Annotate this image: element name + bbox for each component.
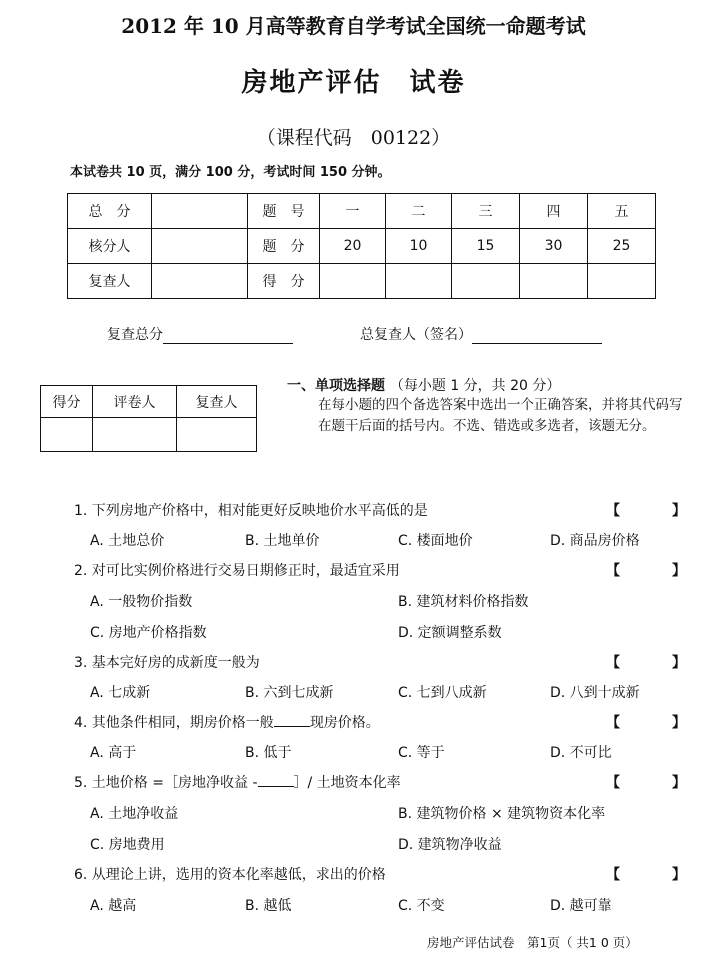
cell-label-score: 得 分: [248, 264, 320, 299]
cell-q4: 四: [520, 194, 588, 229]
question-2-option-d: D. 定额调整系数: [398, 625, 502, 641]
question-6-option-b: B. 越低: [245, 898, 292, 914]
question-3-stem: [74, 652, 684, 672]
question-text-part-2: ］/ 土地资本化率: [293, 775, 401, 791]
question-6-option-c: C. 不变: [398, 898, 445, 914]
question-text-part-1: 5. 土地价格 =［房地净收益 -: [74, 775, 258, 791]
question-5-option-d: D. 建筑物净收益: [398, 837, 502, 853]
question-text: 2. 对可比实例价格进行交易日期修正时，最适宜采用: [74, 563, 400, 579]
question-5-option-c: C. 房地费用: [90, 837, 165, 853]
chief-reviewer-line[interactable]: [472, 329, 602, 344]
grader-header-grader: 评卷人: [93, 386, 177, 418]
cell-label-points: 题 分: [248, 229, 320, 264]
cell-q5: 五: [588, 194, 656, 229]
grader-table: [40, 385, 257, 452]
score-row-2: [68, 229, 656, 264]
question-4-option-d: D. 不可比: [550, 745, 612, 761]
question-text: 1. 下列房地产价格中，相对能更好反映地价水平高低的是: [74, 503, 428, 519]
answer-bracket-left: 【: [606, 775, 620, 791]
cell-p3: 15: [452, 229, 520, 264]
cell-label-total: 总 分: [68, 194, 152, 229]
question-text: 6. 从理论上讲，选用的资本化率越低，求出的价格: [74, 867, 386, 883]
question-text: 3. 基本完好房的成新度一般为: [74, 655, 260, 671]
answer-bracket-left: 【: [606, 867, 620, 883]
answer-bracket-left: 【: [606, 503, 620, 519]
question-2-option-c: C. 房地产价格指数: [90, 625, 207, 641]
review-total-label: 复查总分: [107, 327, 163, 343]
review-total-field: [107, 324, 293, 344]
answer-bracket-right: 】: [672, 503, 686, 519]
answer-bracket-left: 【: [606, 563, 620, 579]
exam-info: 本试卷共 10 页，满分 100 分，考试时间 150 分钟。: [70, 165, 391, 180]
question-5-stem: [74, 772, 684, 792]
question-1-option-a: A. 土地总价: [90, 533, 165, 549]
cell-s3[interactable]: [452, 264, 520, 299]
answer-bracket-right: 】: [672, 775, 686, 791]
question-2-option-b: B. 建筑材料价格指数: [398, 594, 529, 610]
cell-s5[interactable]: [588, 264, 656, 299]
question-1-option-b: B. 土地单价: [245, 533, 320, 549]
grader-header-row: [41, 386, 257, 418]
grader-header-reviewer: 复查人: [177, 386, 257, 418]
section-note: （每小题 1 分，共 20 分）: [389, 378, 561, 394]
section-title: 一、单项选择题: [287, 378, 385, 394]
question-5-option-b: B. 建筑物价格 × 建筑物资本化率: [398, 806, 606, 822]
question-text-part-1: 4. 其他条件相同，期房价格一般: [74, 715, 274, 731]
cell-p5: 25: [588, 229, 656, 264]
question-1-option-c: C. 楼面地价: [398, 533, 473, 549]
question-6-option-a: A. 越高: [90, 898, 137, 914]
question-3-option-b: B. 六到七成新: [245, 685, 334, 701]
question-4-stem: [74, 712, 684, 732]
page-footer: 房地产评估试卷 第1页（ 共1 0 页）: [427, 935, 638, 950]
review-total-line[interactable]: [163, 329, 293, 344]
grader-score-cell[interactable]: [41, 418, 93, 452]
cell-q3: 三: [452, 194, 520, 229]
answer-bracket-right: 】: [672, 563, 686, 579]
grader-header-score: 得分: [41, 386, 93, 418]
question-1-option-d: D. 商品房价格: [550, 533, 640, 549]
cell-label-checker: 核分人: [68, 229, 152, 264]
question-4-option-b: B. 低于: [245, 745, 292, 761]
answer-bracket-right: 】: [672, 867, 686, 883]
grader-value-row: [41, 418, 257, 452]
question-4-option-c: C. 等于: [398, 745, 445, 761]
cell-checker-value: [152, 229, 248, 264]
question-6-stem: [74, 864, 684, 884]
cell-s1[interactable]: [320, 264, 386, 299]
answer-bracket-right: 】: [672, 655, 686, 671]
cell-reviewer-value[interactable]: [152, 264, 248, 299]
score-row-1: [68, 194, 656, 229]
cell-q2: 二: [386, 194, 452, 229]
grader-reviewer-cell[interactable]: [177, 418, 257, 452]
chief-reviewer-field: [360, 324, 602, 344]
cell-p1: 20: [320, 229, 386, 264]
question-3-option-c: C. 七到八成新: [398, 685, 487, 701]
cell-total-value: [152, 194, 248, 229]
fill-blank: [258, 774, 294, 787]
section-heading: [287, 375, 560, 395]
question-3-option-d: D. 八到十成新: [550, 685, 640, 701]
question-6-option-d: D. 越可靠: [550, 898, 612, 914]
grader-grader-cell[interactable]: [93, 418, 177, 452]
cell-label-reviewer: 复查人: [68, 264, 152, 299]
cell-s2[interactable]: [386, 264, 452, 299]
cell-label-question-no: 题 号: [248, 194, 320, 229]
question-2-option-a: A. 一般物价指数: [90, 594, 193, 610]
section-instruction: 在每小题的四个备选答案中选出一个正确答案，并将其代码写在题干后面的括号内。不选、错选或多选者，该题无分。: [318, 397, 683, 434]
chief-reviewer-label: 总复查人（签名）: [360, 327, 472, 343]
fill-blank: [274, 714, 310, 727]
answer-bracket-right: 】: [672, 715, 686, 731]
score-table: [67, 193, 656, 299]
score-row-3: [68, 264, 656, 299]
question-text-part-2: 现房价格。: [309, 715, 380, 731]
course-code: （课程代码 00122）: [256, 127, 451, 149]
answer-bracket-left: 【: [606, 715, 620, 731]
cell-p2: 10: [386, 229, 452, 264]
cell-q1: 一: [320, 194, 386, 229]
question-4-option-a: A. 高于: [90, 745, 137, 761]
cell-p4: 30: [520, 229, 588, 264]
exam-title: 2012 年 10 月高等教育自学考试全国统一命题考试: [121, 14, 586, 38]
question-2-stem: [74, 560, 684, 580]
question-3-option-a: A. 七成新: [90, 685, 151, 701]
answer-bracket-left: 【: [606, 655, 620, 671]
question-5-option-a: A. 土地净收益: [90, 806, 179, 822]
question-1-stem: [74, 500, 684, 520]
paper-title: 房地产评估 试卷: [241, 68, 466, 98]
cell-s4[interactable]: [520, 264, 588, 299]
